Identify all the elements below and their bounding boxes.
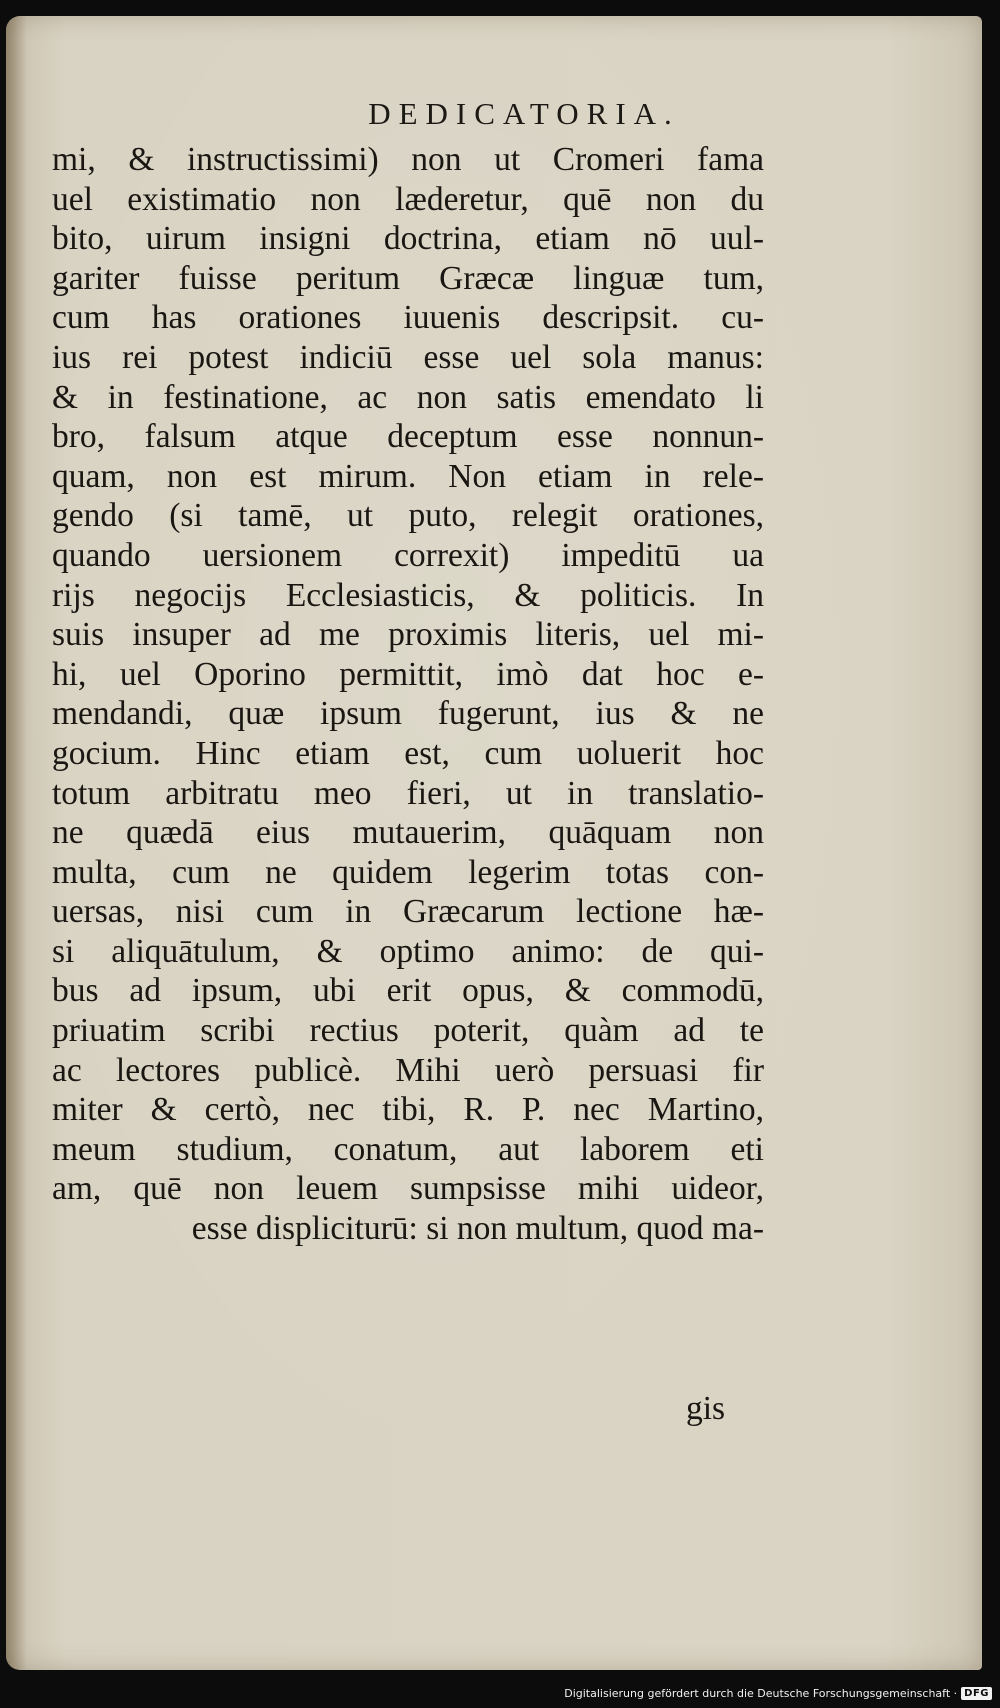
text-line: si aliquātulum, & optimo animo: de qui-: [52, 932, 764, 970]
text-line: & in festinatione, ac non satis emendato li: [52, 378, 764, 416]
text-block: [52, 140, 764, 1249]
text-line: multa, cum ne quidem legerim totas con-: [52, 853, 764, 891]
text-line: ius rei potest indiciū esse uel sola manus:: [52, 338, 764, 376]
text-line: uersas, nisi cum in Græcarum lectione hæ-: [52, 893, 764, 931]
text-line: bito, uirum insigni doctrina, etiam nō uul-: [52, 220, 764, 258]
text-line: totum arbitratu meo fieri, ut in translatio-: [52, 774, 764, 812]
text-line: rijs negocijs Ecclesiasticis, & politicis. In: [52, 576, 764, 614]
text-line: cum has orationes iuuenis descripsit. cu-: [52, 299, 764, 337]
running-head: DEDICATORIA.: [368, 96, 680, 131]
text-line: gocium. Hinc etiam est, cum uoluerit hoc: [52, 734, 764, 772]
catchword: gis: [686, 1390, 726, 1427]
dfg-logo-icon: DFG: [961, 1687, 992, 1700]
text-line: gariter fuisse peritum Græcæ linguæ tum,: [52, 259, 764, 297]
text-line: ne quædā eius mutauerim, quāquam non: [52, 814, 764, 852]
text-line: bro, falsum atque deceptum esse nonnun-: [52, 418, 764, 456]
text-line: quam, non est mirum. Non etiam in rele-: [52, 457, 764, 495]
text-line: uel existimatio non læderetur, quē non du: [52, 180, 764, 218]
text-line: am, quē non leuem sumpsisse mihi uideor,: [52, 1170, 764, 1208]
book-page: [6, 16, 982, 1670]
page-gutter-shadow: [6, 16, 26, 1670]
text-line: gendo (si tamē, ut puto, relegit orationes,: [52, 497, 764, 535]
text-line: mendandi, quæ ipsum fugerunt, ius & ne: [52, 695, 764, 733]
text-line: miter & certò, nec tibi, R. P. nec Martino,: [52, 1091, 764, 1129]
text-line: priuatim scribi rectius poterit, quàm ad te: [52, 1012, 764, 1050]
text-line: esse displiciturū: si non multum, quod ma-: [191, 1210, 764, 1248]
text-line: hi, uel Oporino permittit, imò dat hoc e-: [52, 655, 764, 693]
digitization-footer: [564, 1682, 992, 1704]
text-line: suis insuper ad me proximis literis, uel mi-: [52, 616, 764, 654]
text-line: quando uersionem correxit) impeditū ua: [52, 536, 764, 574]
text-line: mi, & instructissimi) non ut Cromeri fama: [52, 141, 764, 178]
footer-credit: Digitalisierung gefördert durch die Deutsche Forschungsgemeinschaft ·: [564, 1686, 958, 1700]
text-line: meum studium, conatum, aut laborem eti: [52, 1130, 764, 1168]
text-line: bus ad ipsum, ubi erit opus, & commodū,: [52, 972, 764, 1010]
text-line: ac lectores publicè. Mihi uerò persuasi fir: [52, 1051, 764, 1089]
